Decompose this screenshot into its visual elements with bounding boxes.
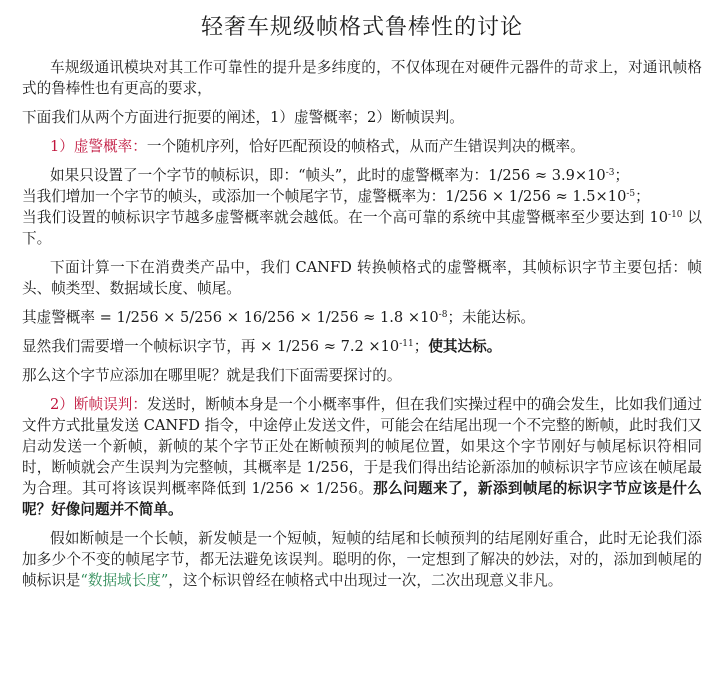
question-paragraph: 那么这个字节应添加在哪里呢？就是我们下面需要探讨的。	[22, 367, 402, 384]
probability-line-2: 当我们增加一个字节的帧头，或添加一个帧尾字节，虚警概率为：1/256 × 1/256 ≈ 1.5×10	[22, 188, 627, 205]
exponent: -11	[399, 339, 414, 349]
intro-paragraph: 车规级通讯模块对其工作可靠性的提升是多纬度的，不仅体现在对硬件元器件的苛求上，对通讯帧格式的鲁棒性也有更高的要求，	[22, 59, 702, 97]
exponent: -8	[438, 310, 448, 320]
false-alarm-definition	[22, 136, 702, 157]
canfd-paragraph: 下面计算一下在消费类产品中，我们 CANFD 转换帧格式的虚警概率，其帧标识字节主要包括：帧头、帧类型、数据域长度、帧尾。	[22, 259, 702, 297]
probability-line-3: 当我们设置的帧标识字节越多虚警概率就会越低。在一个高可靠的系统中其虚警概率至少要达到 10	[22, 209, 669, 226]
conclusion-text: 假如断帧是一个长帧，新发帧是一个短帧，短帧的结尾和长帧预判的结尾刚好重合，此时无论我们添加多少个不变的帧尾字节，都无法避免该误判。聪明的你，一定想到了解决的妙法，对的，添加到帧尾的帧标识是	[22, 530, 702, 589]
broken-frame-paragraph	[22, 394, 702, 520]
punctuation: ；	[614, 167, 630, 184]
section-label-false-alarm: 1）虚警概率：	[50, 138, 147, 155]
highlight-data-length: “数据域长度”	[80, 572, 169, 589]
conclusion-tail: ，这个标识曾经在帧格式中出现过一次，二次出现意义非凡。	[168, 572, 563, 589]
extra-byte-text: 显然我们需要增一个帧标识字节，再 × 1/256 ≈ 7.2 ×10	[22, 338, 400, 355]
calculation-text: 其虚警概率 = 1/256 × 5/256 × 16/256 × 1/256 ≈ 1.8 ×10	[22, 309, 439, 326]
punctuation: ；	[635, 188, 650, 205]
emphasis-text: 使其达标。	[428, 338, 502, 355]
overview-paragraph: 下面我们从两个方面进行扼要的阐述，1）虚警概率；2）断帧误判。	[22, 109, 464, 126]
false-alarm-definition-text: 一个随机序列，恰好匹配预设的帧格式，从而产生错误判决的概率。	[146, 138, 585, 155]
conclusion-paragraph	[22, 528, 702, 591]
emphasis-text: 那么问题来了，新添到帧尾的标识字节应该是什么呢？好像问题并不简单。	[22, 480, 702, 518]
exponent: -5	[626, 189, 636, 199]
page-title: 轻奢车规级帧格式鲁棒性的讨论	[200, 15, 523, 40]
calculation-result: ；未能达标。	[447, 309, 536, 326]
exponent: -3	[605, 168, 615, 178]
probability-calculation	[22, 307, 702, 328]
punctuation: 以下。	[22, 209, 702, 247]
section-label-broken-frame: 2）断帧误判：	[50, 396, 147, 413]
probability-line-1: 如果只设置了一个字节的帧标识，即：“帧头”，此时的虚警概率为：1/256 ≈ 3.9×10	[50, 167, 606, 184]
punctuation: ；	[413, 338, 429, 355]
false-alarm-probability-paragraph	[22, 165, 702, 249]
exponent: -10	[668, 210, 683, 220]
extra-byte-paragraph	[22, 336, 702, 357]
broken-frame-text: 发送时，断帧本身是一个小概率事件，但在我们实操过程中的确会发生，比如我们通过文件方式批量发送 CANFD 指令，中途停止发送文件，可能会在结尾出现一个不完整的断帧，此时我们又启动发送一个新帧，新帧的某个字节正处在断帧预判的帧尾位置，如果这个字节刚好与帧尾标识符相同时，断帧就会产生误判为完整帧，其概率是 1/256，于是我们得出结论新添加的帧标识字节应该在帧尾最为合理。其可将该误判概率降低到 1/256 × 1/256。	[22, 396, 702, 497]
